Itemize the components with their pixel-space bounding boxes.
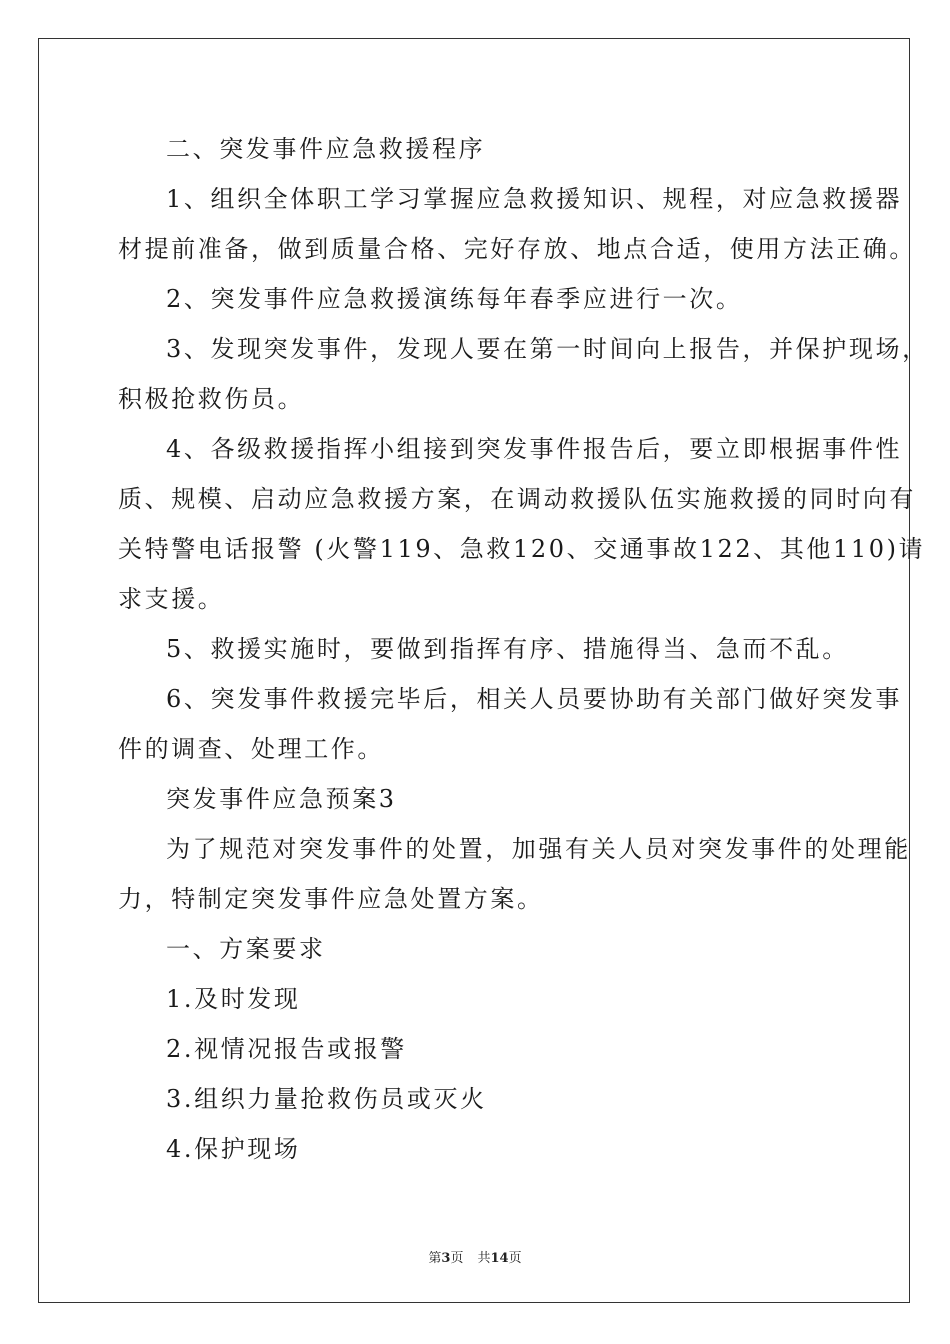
paragraph-line: 3、发现突发事件，发现人要在第一时间向上报告，并保护现场，: [166, 335, 929, 363]
page-footer: [0, 1247, 950, 1266]
paragraph-line: 力，特制定突发事件应急处置方案。: [118, 885, 544, 913]
paragraph-line: 6、突发事件救援完毕后，相关人员要协助有关部门做好突发事: [166, 685, 903, 713]
paragraph-line: 件的调查、处理工作。: [118, 735, 384, 763]
paragraph-line: 积极抢救伤员。: [118, 385, 305, 413]
page-suffix: 页: [450, 1251, 464, 1266]
section-title: 突发事件应急预案3: [166, 785, 397, 813]
list-item: 1.及时发现: [166, 985, 301, 1013]
paragraph-line: 1、组织全体职工学习掌握应急救援知识、规程，对应急救援器: [166, 185, 903, 213]
total-pages: 14: [490, 1251, 509, 1266]
paragraph-line: 质、规模、启动应急救援方案，在调动救援队伍实施救援的同时向有: [118, 485, 916, 513]
paragraph-line: 5、救援实施时，要做到指挥有序、措施得当、急而不乱。: [166, 635, 849, 663]
total-prefix: 共: [477, 1251, 491, 1266]
section-heading: 一、方案要求: [166, 935, 326, 963]
paragraph-line: 2、突发事件应急救援演练每年春季应进行一次。: [166, 285, 743, 313]
page-number: 3: [441, 1251, 451, 1266]
total-suffix: 页: [508, 1251, 522, 1266]
list-item: 3.组织力量抢救伤员或灭火: [166, 1085, 487, 1113]
paragraph-line: 求支援。: [118, 585, 225, 613]
paragraph-line: 关特警电话报警 (火警119、急救120、交通事故122、其他110)请: [118, 535, 926, 563]
section-heading: 二、突发事件应急救援程序: [166, 135, 486, 163]
paragraph-line: 材提前准备，做到质量合格、完好存放、地点合适，使用方法正确。: [118, 235, 916, 263]
list-item: 4.保护现场: [166, 1135, 301, 1163]
list-item: 2.视情况报告或报警: [166, 1035, 407, 1063]
document-body: [118, 124, 929, 1174]
page-prefix: 第: [428, 1251, 442, 1266]
paragraph-line: 4、各级救援指挥小组接到突发事件报告后，要立即根据事件性: [166, 435, 903, 463]
paragraph-line: 为了规范对突发事件的处置，加强有关人员对突发事件的处理能: [166, 835, 911, 863]
